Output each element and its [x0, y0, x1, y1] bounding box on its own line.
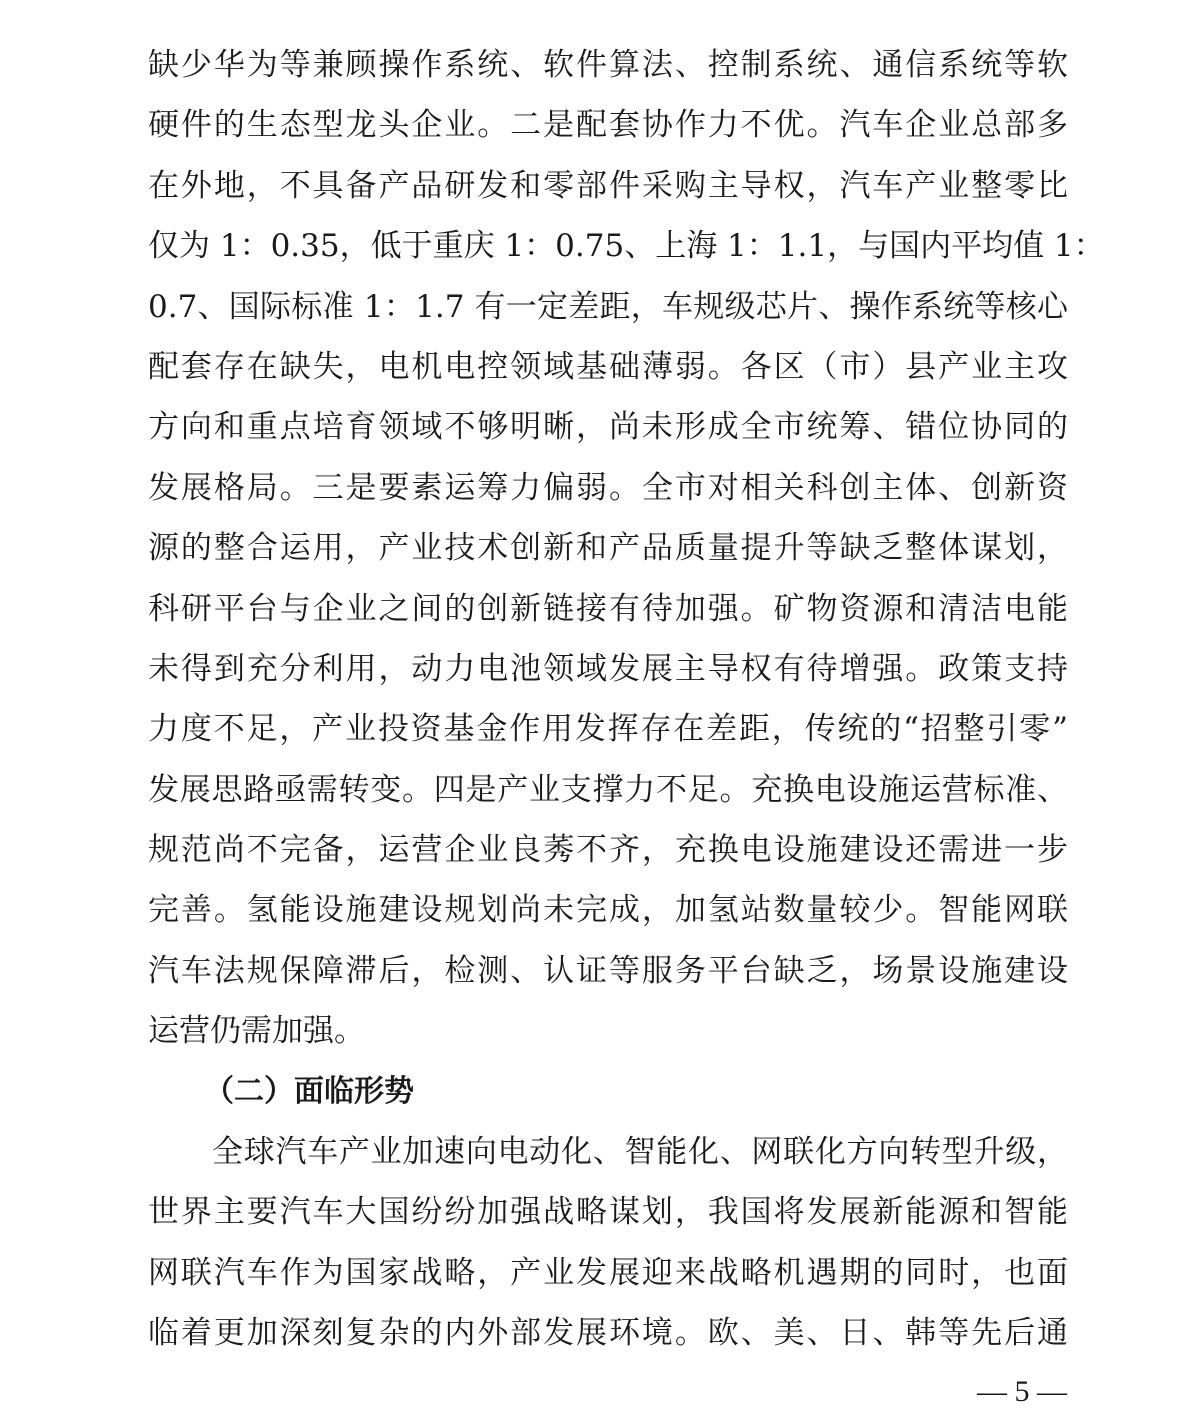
paragraph-line: 网联汽车作为国家战略，产业发展迎来战略机遇期的同时，也面 — [148, 1254, 1068, 1291]
paragraph-line: 缺少华为等兼顾操作系统、软件算法、控制系统、通信系统等软 — [148, 47, 1068, 83]
document-body — [148, 35, 1105, 1364]
paragraph-line: 发展思路亟需转变。四是产业支撑力不足。充换电设施运营标准、 — [148, 771, 1068, 808]
paragraph-line: 科研平台与企业之间的创新链接有待加强。矿物资源和清洁电能 — [148, 590, 1068, 627]
paragraph-line: 完善。氢能设施建设规划尚未完成，加氢站数量较少。智能网联 — [148, 892, 1068, 929]
paragraph-line: 在外地，不具备产品研发和零部件采购主导权，汽车产业整零比 — [148, 167, 1068, 204]
paragraph-line: 全球汽车产业加速向电动化、智能化、网联化方向转型升级， — [212, 1134, 1068, 1171]
paragraph-line: 未得到充分利用，动力电池领域发展主导权有待增强。政策支持 — [148, 650, 1068, 687]
paragraph-line: 源的整合运用，产业技术创新和产品质量提升等缺乏整体谋划， — [148, 530, 1068, 567]
section-heading: （二）面临形势 — [204, 1073, 414, 1109]
paragraph-line: 硬件的生态型龙头企业。二是配套协作力不优。汽车企业总部多 — [148, 107, 1068, 144]
paragraph-line: 运营仍需加强。 — [148, 1013, 365, 1050]
paragraph-line: 0.7、国际标准 1：1.7 有一定差距，车规级芯片、操作系统等核心 — [148, 288, 1068, 325]
page-number: — 5 — — [977, 1375, 1067, 1408]
paragraph-line: 方向和重点培育领域不够明晰，尚未形成全市统筹、错位协同的 — [148, 409, 1068, 446]
paragraph-line: 发展格局。三是要素运筹力偏弱。全市对相关科创主体、创新资 — [148, 469, 1068, 506]
paragraph-line: 仅为 1：0.35，低于重庆 1：0.75、上海 1：1.1，与国内平均值 1： — [148, 228, 1105, 265]
paragraph-line: 配套存在缺失，电机电控领域基础薄弱。各区（市）县产业主攻 — [148, 348, 1068, 385]
paragraph-line: 汽车法规保障滞后，检测、认证等服务平台缺乏，场景设施建设 — [148, 952, 1068, 989]
paragraph-line: 临着更加深刻复杂的内外部发展环境。欧、美、日、韩等先后通 — [148, 1315, 1068, 1352]
paragraph-line: 世界主要汽车大国纷纷加强战略谋划，我国将发展新能源和智能 — [148, 1194, 1068, 1231]
paragraph-line: 力度不足，产业投资基金作用发挥存在差距，传统的“招整引零” — [148, 711, 1068, 748]
paragraph-line: 规范尚不完备，运营企业良莠不齐，充换电设施建设还需进一步 — [148, 832, 1068, 869]
